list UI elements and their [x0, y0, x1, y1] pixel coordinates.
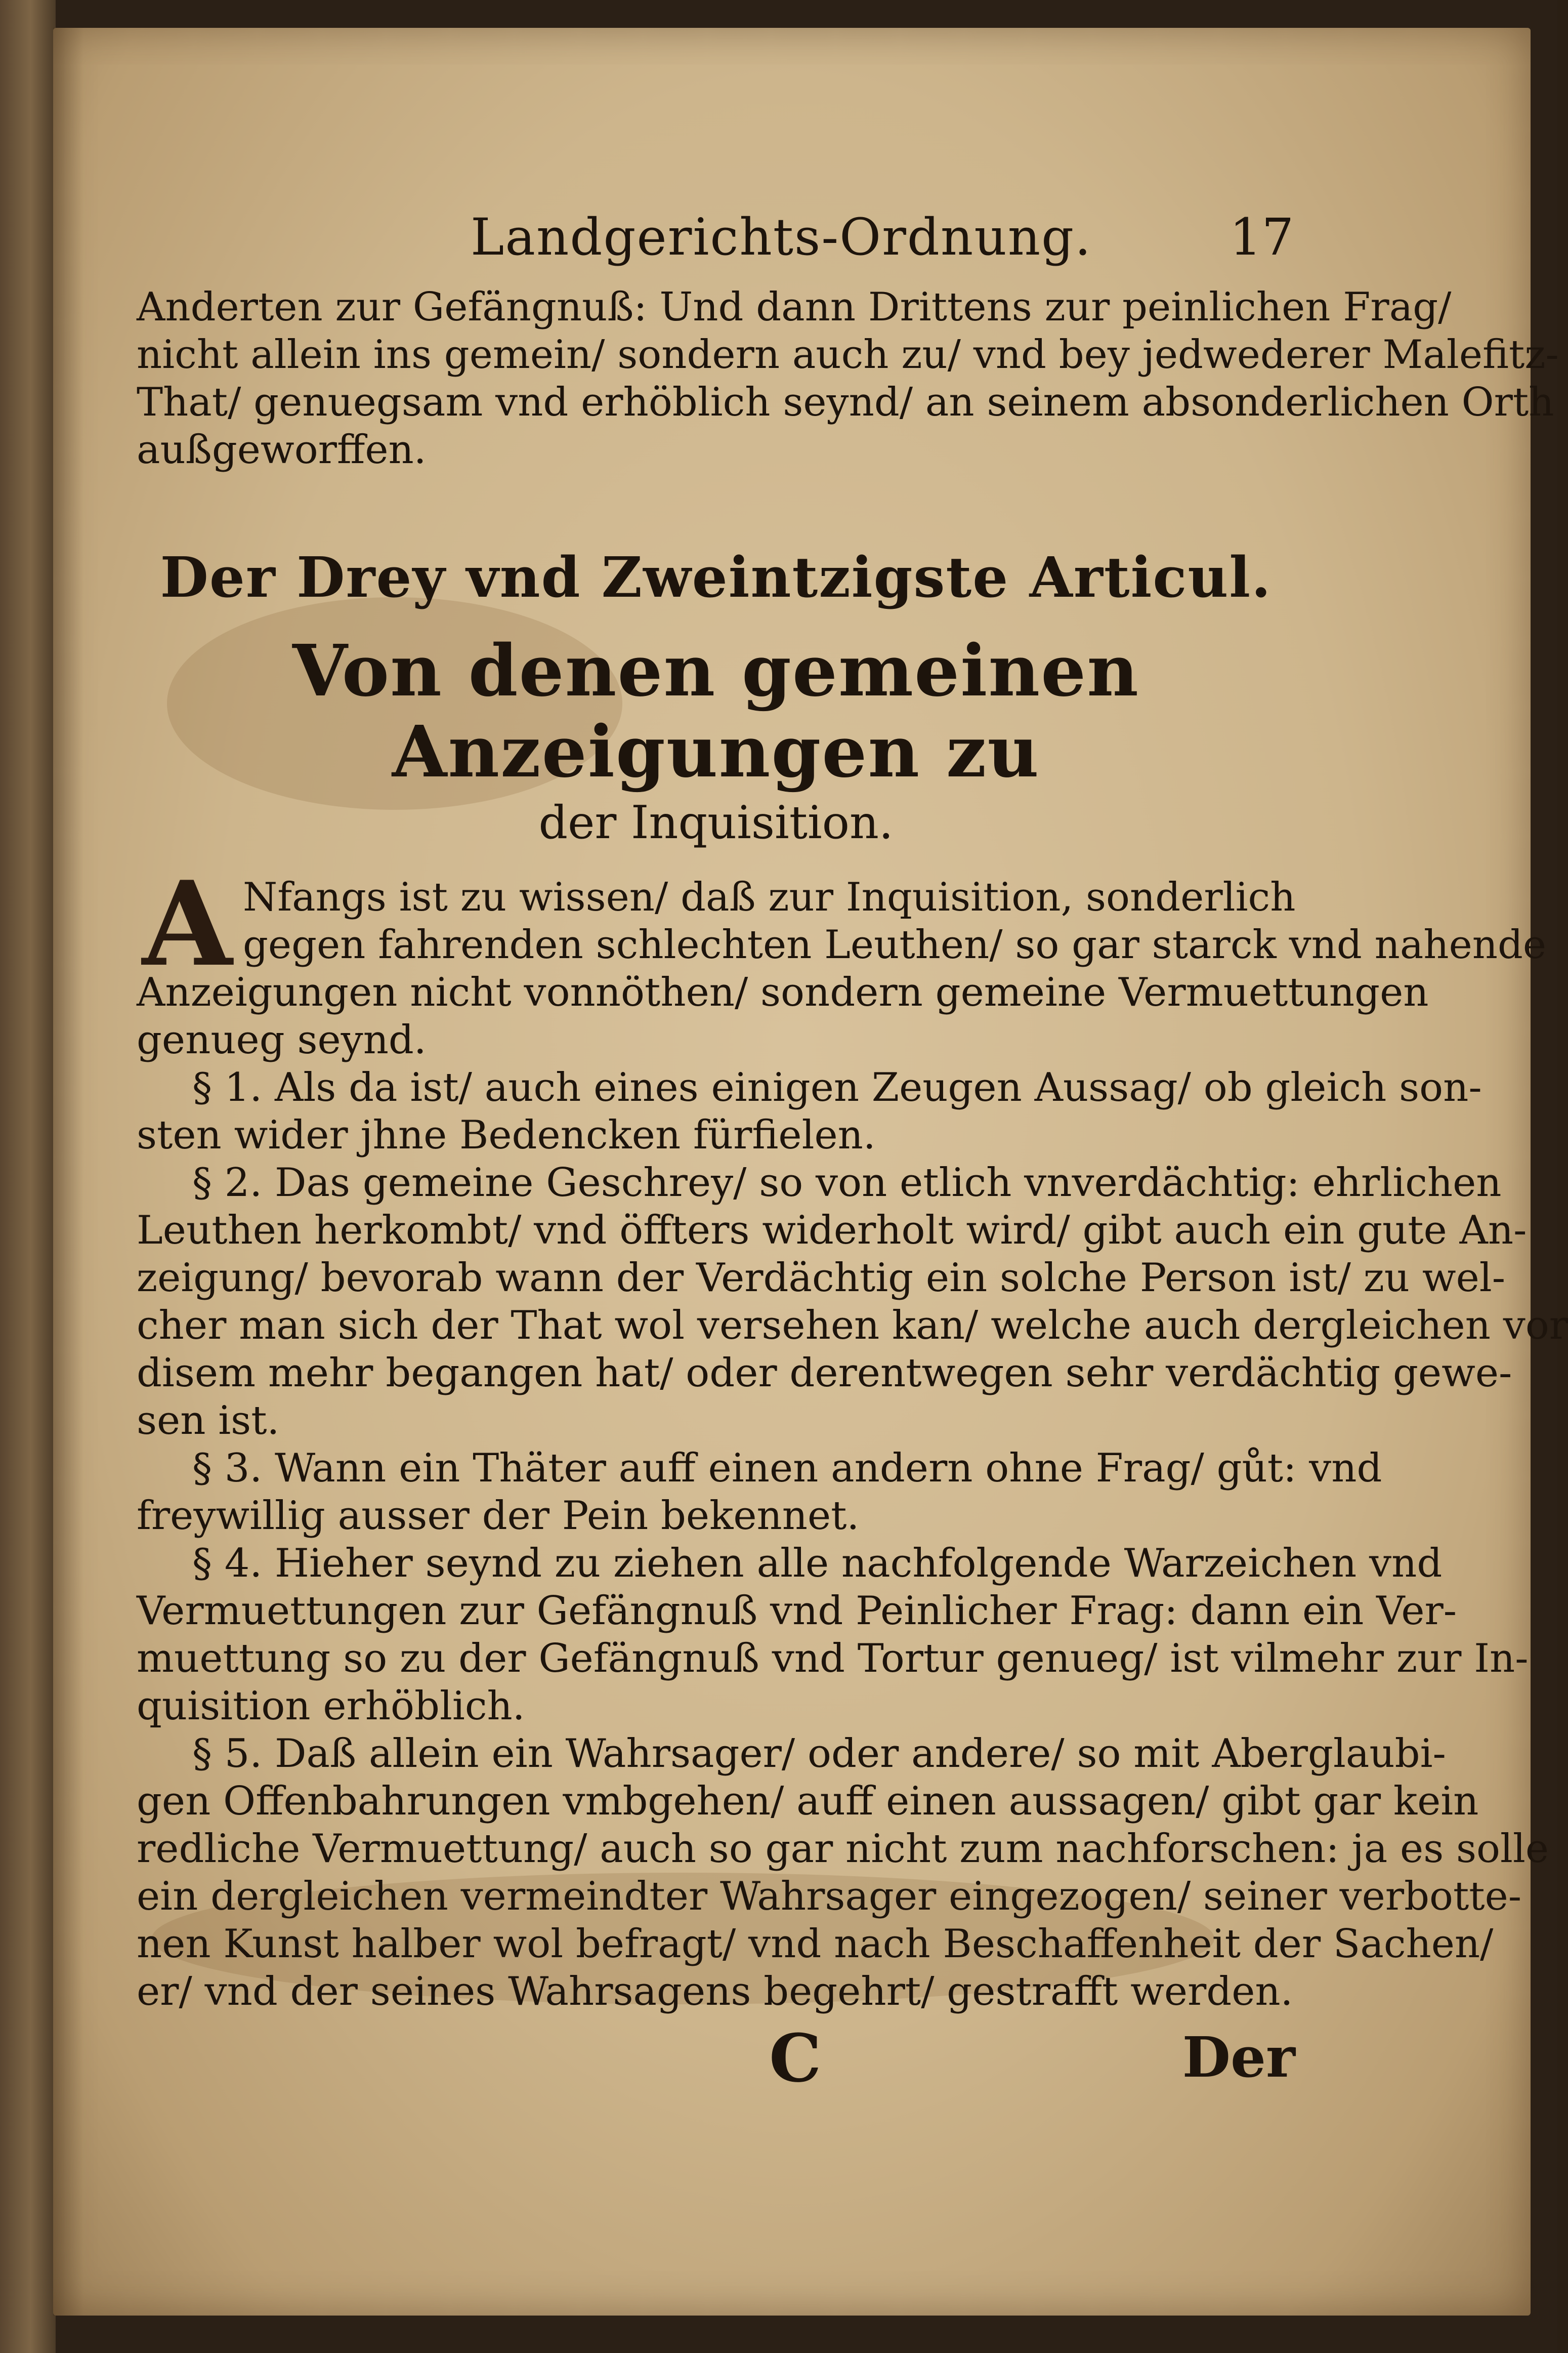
text-line: Nfangs ist zu wissen/ daß zur Inquisition, sonderlich — [243, 875, 1296, 920]
text-line: Leuthen herkombt/ vnd öffters widerholt wird/ gibt auch ein gute An- — [137, 1208, 1527, 1253]
text-line: quisition erhöblich. — [137, 1683, 525, 1729]
article-heading: Der Drey vnd Zweintzigste Articul. — [160, 545, 1272, 610]
text-line: er/ vnd der seines Wahrsagens begehrt/ gestrafft werden. — [137, 1969, 1293, 2014]
previous-page-edge — [0, 0, 56, 2353]
text-line: § 3. Wann ein Thäter auff einen andern ohne Frag/ gůt: vnd — [192, 1446, 1382, 1491]
text-line: Vermuettungen zur Gefängnuß vnd Peinlicher Frag: dann ein Ver- — [137, 1588, 1457, 1634]
section-1 — [137, 1064, 1482, 1159]
text-line: § 1. Als da ist/ auch eines einigen Zeugen Aussag/ ob gleich son- — [192, 1065, 1482, 1110]
gutter-shadow — [53, 28, 83, 2316]
text-line: nicht allein ins gemein/ sondern auch zu/ vnd bey jedwederer Malefitz- — [137, 332, 1559, 378]
page-text — [137, 208, 1568, 2015]
catchword: Der — [1182, 2025, 1295, 2090]
page-number: 17 — [1230, 208, 1294, 267]
section-4 — [137, 1540, 1529, 1730]
text-line: redliche Vermuettung/ auch so gar nicht zum nachforschen: ja es solle — [137, 1826, 1549, 1872]
text-line: § 2. Das gemeine Geschrey/ so von etlich vnverdächtig: ehrlichen — [192, 1160, 1502, 1206]
text-line: Anderten zur Gefängnuß: Und dann Drittens zur peinlichen Frag/ — [137, 284, 1452, 330]
text-line: ein dergleichen vermeindter Wahrsager eingezogen/ seiner verbotte- — [137, 1874, 1522, 1919]
drop-cap-initial: A — [142, 856, 233, 993]
text-line: That/ genuegsam vnd erhöblich seynd/ an seinem absonderlichen Orth — [137, 380, 1554, 425]
section-2 — [137, 1159, 1568, 1444]
running-head — [137, 208, 1295, 283]
section-5 — [137, 1730, 1549, 2015]
text-line: § 4. Hieher seynd zu ziehen alle nachfolgende Warzeichen vnd — [192, 1541, 1443, 1586]
page-footer — [769, 2019, 1295, 2095]
intro-paragraph — [137, 283, 1559, 474]
text-line: freywillig ausser der Pein bekennet. — [137, 1493, 860, 1539]
text-line: gen Offenbahrungen vmbgehen/ auff einen aussagen/ gibt gar kein — [137, 1779, 1479, 1824]
text-line: zeigung/ bevorab wann der Verdächtig ein solche Person ist/ zu wel- — [137, 1255, 1506, 1301]
text-line: Anzeigungen nicht vonnöthen/ sondern gemeine Vermuettungen — [137, 970, 1429, 1015]
text-line: sen ist. — [137, 1398, 280, 1443]
article-subtitle: der Inquisition. — [538, 796, 894, 849]
signature-mark: C — [769, 2019, 822, 2097]
text-line: cher man sich der That wol versehen kan/ welche auch dergleichen vor — [137, 1303, 1568, 1348]
text-line: § 5. Daß allein ein Wahrsager/ oder andere/ so mit Aberglaubi- — [192, 1731, 1446, 1777]
running-head-title: Landgerichts-Ordnung. — [471, 208, 1092, 267]
text-line: sten wider jhne Bedencken fürfielen. — [137, 1112, 876, 1158]
section-3 — [137, 1444, 1382, 1540]
text-line: disem mehr begangen hat/ oder derentwegen sehr verdächtig gewe- — [137, 1350, 1512, 1396]
text-line: genueg seynd. — [137, 1017, 427, 1063]
text-line: außgeworffen. — [137, 427, 427, 473]
text-line: gegen fahrenden schlechten Leuthen/ so gar starck vnd nahende — [243, 922, 1547, 968]
text-line: muettung so zu der Gefängnuß vnd Tortur genueg/ ist vilmehr zur In- — [137, 1636, 1529, 1681]
text-line: nen Kunst halber wol befragt/ vnd nach Beschaffenheit der Sachen/ — [137, 1921, 1494, 1967]
article-title: Von denen gemeinen Anzeigungen zu — [292, 630, 1140, 794]
first-paragraph — [137, 856, 1547, 1064]
